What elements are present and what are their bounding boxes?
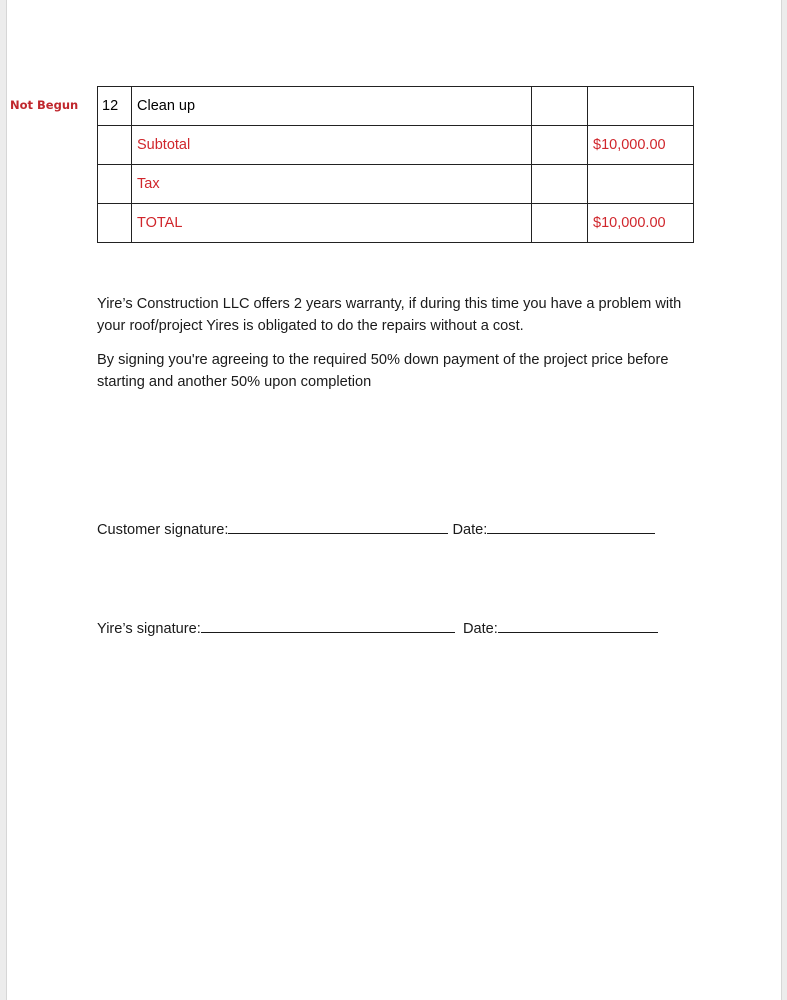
customer-date-label: Date: [452, 522, 488, 538]
customer-date-field[interactable] [487, 519, 655, 534]
table-row [98, 87, 694, 126]
contractor-signature-label: Yire’s signature: [97, 621, 201, 637]
customer-signature-row [97, 519, 655, 538]
cost-table [97, 86, 694, 243]
contractor-signature-field[interactable] [201, 618, 455, 633]
table-row [98, 165, 694, 204]
table-row [98, 126, 694, 165]
subtotal-qty [532, 126, 588, 165]
empty-cell [98, 165, 132, 204]
tax-label: Tax [132, 165, 532, 204]
subtotal-label: Subtotal [132, 126, 532, 165]
contractor-signature-row [97, 618, 658, 637]
warranty-paragraph: Yire’s Construction LLC offers 2 years warranty, if during this time you have a problem with your roof/project Yires is obligated to do the repairs without a cost. [97, 296, 682, 334]
total-amount: $10,000.00 [588, 204, 694, 243]
status-label: Not Begun [10, 98, 79, 112]
payment-paragraph: By signing you're agreeing to the required 50% down payment of the project price before starting and another 50% upon completion [97, 352, 669, 390]
item-description: Clean up [132, 87, 532, 126]
customer-signature-label: Customer signature: [97, 522, 229, 538]
subtotal-amount: $10,000.00 [588, 126, 694, 165]
total-label: TOTAL [132, 204, 532, 243]
contractor-date-label: Date: [462, 621, 498, 637]
document-page [6, 0, 782, 1000]
tax-amount [588, 165, 694, 204]
contractor-date-field[interactable] [498, 618, 658, 633]
item-number: 12 [98, 87, 132, 126]
empty-cell [98, 204, 132, 243]
tax-qty [532, 165, 588, 204]
empty-cell [98, 126, 132, 165]
customer-signature-field[interactable] [228, 519, 448, 534]
total-qty [532, 204, 588, 243]
table-row [98, 204, 694, 243]
item-qty [532, 87, 588, 126]
item-amount [588, 87, 694, 126]
